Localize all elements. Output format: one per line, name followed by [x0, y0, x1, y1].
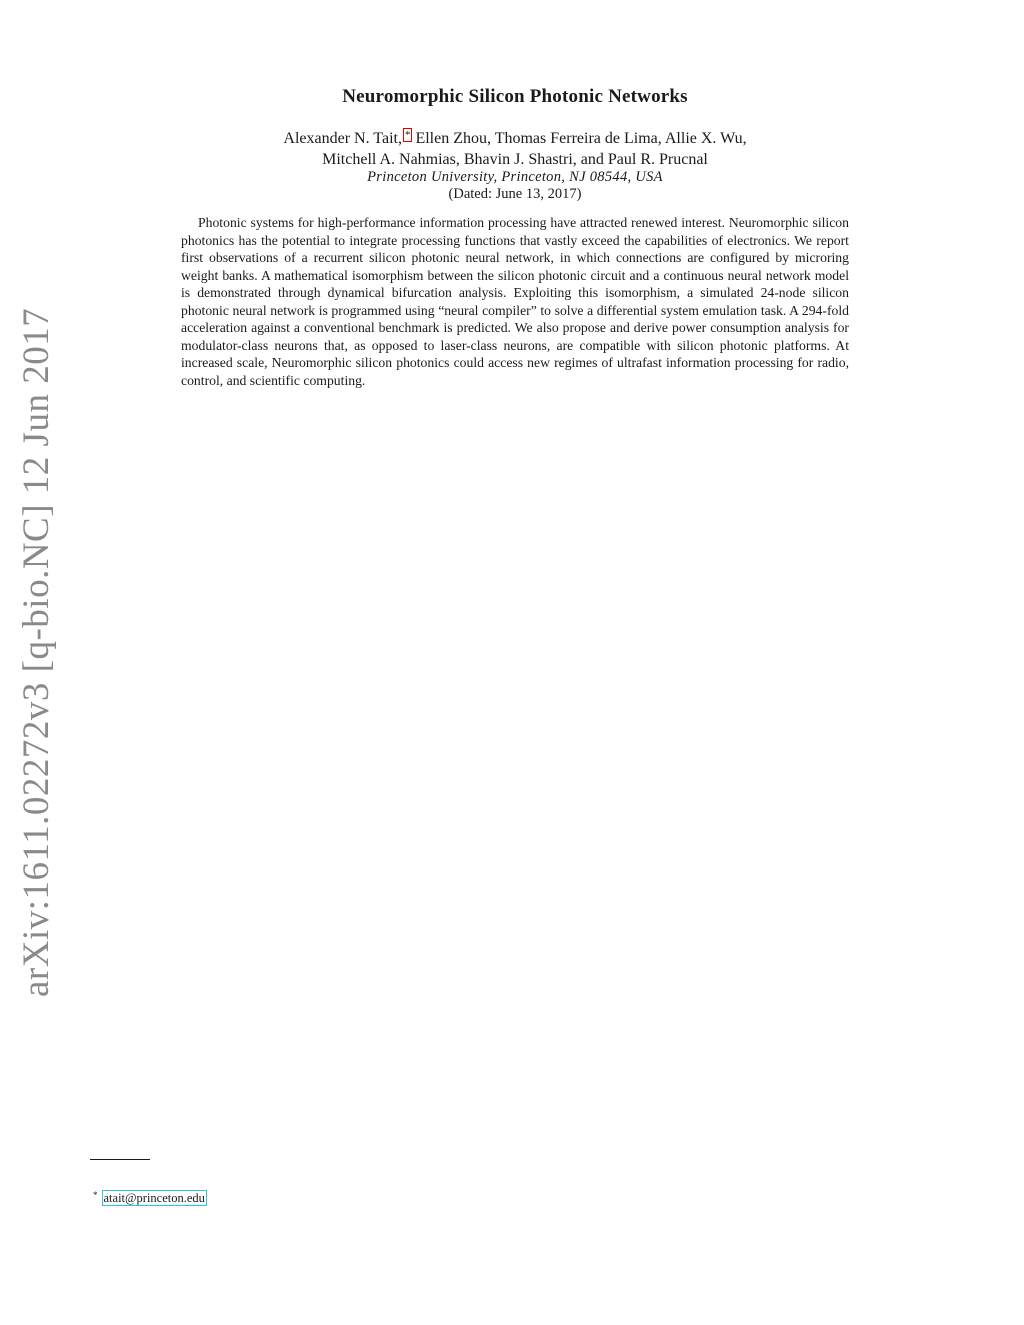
footnote-mark: *: [93, 1190, 98, 1200]
affiliation: Princeton University, Princeton, NJ 08544, USA: [367, 169, 663, 185]
author-line-1-start: Alexander N. Tait,: [283, 130, 402, 147]
paper-title: Neuromorphic Silicon Photonic Networks: [342, 86, 688, 107]
email-link[interactable]: atait@princeton.edu: [103, 1191, 205, 1205]
author-line-2: Mitchell A. Nahmias, Bhavin J. Shastri, and Paul R. Prucnal: [322, 151, 708, 168]
author-list: [0, 128, 1024, 170]
footnote: [93, 1190, 207, 1206]
arxiv-identifier-text: arXiv:1611.02272v3 [q-bio.NC] 12 Jun 2017: [16, 307, 57, 997]
abstract: Photonic systems for high-performance information processing have attracted renewed interest. Neuromorphic silicon photonics has the potential to integrate processing functions that vastly exceed the capabilities of electronics. We report first observations of a recurrent silicon photonic neural network, in which connections are configured by microring weight banks. A mathematical isomorphism between the silicon photonic circuit and a continuous neural network model is demonstrated through dynamical bifurcation analysis. Exploiting this isomorphism, a simulated 24-node silicon photonic neural network is programmed using “neural compiler” to solve a differential system emulation task. A 294-fold acceleration against a conventional benchmark is predicted. We also propose and derive power consumption analysis for modulator-class neurons that, as opposed to laser-class neurons, are compatible with silicon photonic platforms. At increased scale, Neuromorphic silicon photonics could access new regimes of ultrafast information processing for radio, control, and scientific computing.: [181, 215, 849, 388]
author-line-1: [0, 128, 1024, 149]
author-footnote-link[interactable]: *: [404, 129, 411, 141]
date-line: (Dated: June 13, 2017): [448, 186, 582, 202]
footnote-rule: [90, 1159, 150, 1160]
author-line-1-end: Ellen Zhou, Thomas Ferreira de Lima, Allie X. Wu,: [415, 130, 747, 147]
